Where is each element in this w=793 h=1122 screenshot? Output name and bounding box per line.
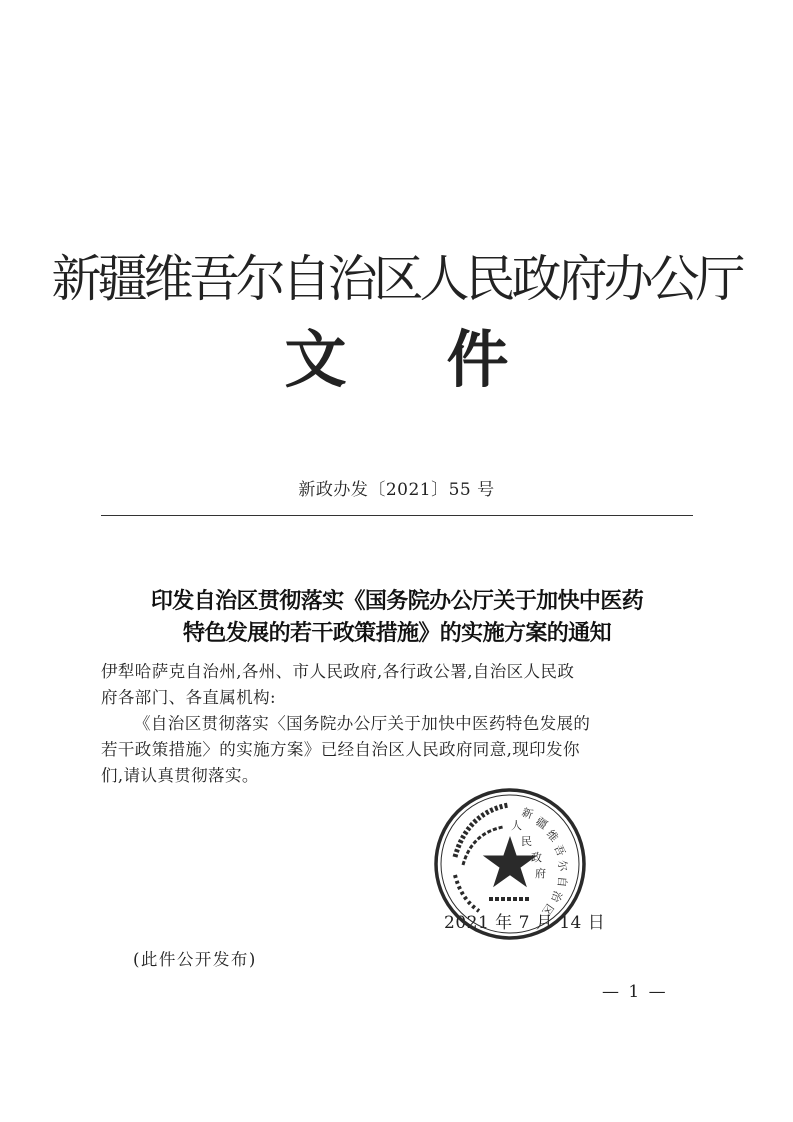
recipients-line: 伊犁哈萨克自治州,各州、市人民政府,各行政公署,自治区人民政 — [101, 662, 575, 681]
svg-text:政: 政 — [531, 851, 542, 864]
official-seal — [433, 787, 587, 941]
svg-text:维: 维 — [543, 827, 561, 845]
issue-date: 2021 年 7 月 14 日 — [444, 913, 606, 933]
issuing-authority-heading: 新疆维吾尔自治区人民政府办公厅 — [51, 250, 742, 308]
body-paragraph-line: 若干政策措施〉的实施方案》已经自治区人民政府同意,现印发你 — [101, 740, 580, 759]
svg-text:人: 人 — [511, 819, 522, 832]
svg-text:新: 新 — [519, 805, 535, 822]
document-type-heading — [0, 318, 793, 402]
svg-text:吾: 吾 — [551, 842, 568, 859]
svg-text:民: 民 — [521, 835, 532, 848]
header-divider — [101, 515, 693, 516]
document-title-line: 特色发展的若干政策措施》的实施方案的通知 — [182, 620, 611, 646]
document-number: 新政办发〔2021〕55 号 — [298, 480, 495, 500]
svg-text:自: 自 — [555, 875, 569, 888]
document-title-line: 印发自治区贯彻落实《国务院办公厅关于加快中医药 — [150, 588, 644, 614]
page-number: — 1 — — [602, 982, 668, 1002]
recipients-line: 府各部门、各直属机构: — [101, 688, 276, 707]
document-title — [96, 585, 698, 649]
svg-text:治: 治 — [548, 888, 565, 904]
svg-text:区: 区 — [539, 901, 557, 918]
document-type-char-2: 件 — [446, 323, 509, 396]
publication-note: (此件公开发布) — [133, 950, 257, 969]
svg-text:尔: 尔 — [555, 859, 570, 873]
document-type-char-1: 文 — [284, 323, 347, 396]
body-paragraph-line: 们,请认真贯彻落实。 — [101, 766, 259, 785]
document-body — [101, 659, 691, 789]
body-paragraph-line: 《自治区贯彻落实〈国务院办公厅关于加快中医药特色发展的 — [134, 714, 591, 733]
svg-text:疆: 疆 — [533, 814, 550, 832]
svg-text:府: 府 — [535, 867, 546, 880]
